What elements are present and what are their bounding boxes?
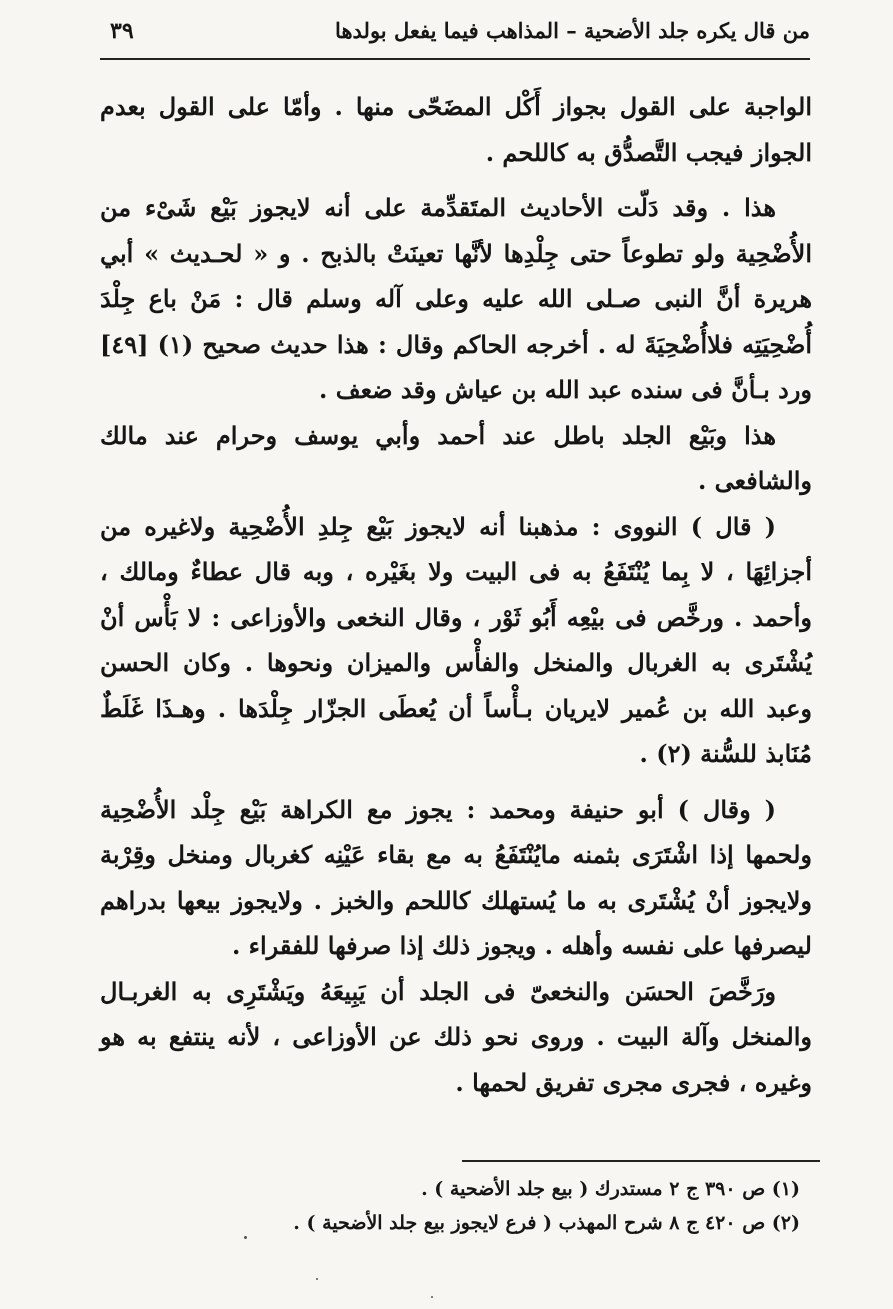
paragraph-1: الواجبة على القول بجواز أَكْل المضَحّى منها . وأمّا على القول بعدم الجواز فيجب التَّصدُّق به كاللحم . [100, 92, 812, 167]
paragraph-5: ( وقال ) أبو حنيفة ومحمد : يجوز مع الكراهة بَيْع جِلْد الأُضْحِية ولحمها إذا اشْتَرَى بثمنه مايُنْتَفَعُ به مع بقاء عَيْنِه كغربال ومنخل وقِرْبة ولايجوز أنْ يُشْتَرى به ما يُستهلك كاللحم والخبز . ولايجوز بيعها بدراهم ليصرفها على نفسه وأهله . ويجوز ذلك إذا صرفها للفقراء . [100, 794, 812, 960]
running-title: من قال يكره جلد الأضحية – المذاهب فيما يفعل بولدها [335, 18, 810, 43]
footnote-1: (١) ص ٣٩٠ ج ٢ مستدرك ( بيع جلد الأضحية ) . [421, 1178, 800, 1200]
scan-speck [316, 1278, 318, 1280]
page-number: ٣٩ [110, 18, 134, 44]
paragraph-2: هذا . وقد دَلّت الأحاديث المتَقدِّمة على أنه لايجوز بَيْع شَىْء من الأُضْحِية ولو تطوعاً حتى جِلْدِها لأنَّها تعينَتْ بالذبح . و « لحـديث » أبي هريرة أنَّ النبى صـلى الله عليه وعلى آله وسلم قال : مَنْ باع جِلْدَ أُضْحِيَتِه فلاأُضْحِيَةَ له . أخرجه الحاكم وقال : هذا حديث صحيح (١) [٤٩] ورد بـأنَّ فى سنده عبد الله بن عياش وقد ضعف . [100, 193, 812, 404]
header-rule [100, 58, 810, 60]
paragraph-6: ورَخَّصَ الحسَن والنخعىّ فى الجلد أن يَبِيعَهُ ويَشْتَرِى به الغربـال والمنخل وآلة البيت . وروى نحو ذلك عن الأوزاعى ، لأنه ينتفع به هو وغيره ، فجرى مجرى تفريق لحمها . [100, 976, 812, 1097]
paragraph-3: هذا وبَيْع الجلد باطل عند أحمد وأبي يوسف وحرام عند مالك والشافعى . [100, 420, 812, 495]
footnotes [180, 1172, 800, 1240]
page-header [100, 14, 810, 60]
footnote-2: (٢) ص ٤٢٠ ج ٨ شرح المهذب ( فرع لايجوز بيع جلد الأضحية ) . [293, 1212, 800, 1234]
paragraph-4: ( قال ) النووى : مذهبنا أنه لايجوز بَيْع جِلدِ الأُضْحِية ولاغيره من أجزائِهَا ، لا بِما يُنْتَفَعُ به فى البيت ولا بغَيْره ، وبه قال عطاءٌ ومالك ، وأحمد . ورخَّص فى بيْعِه أَبُو ثَوْر ، وقال النخعى والأوزاعى : لا بَأْس أنْ يُشْتَرى به الغربال والمنخل والفأْس والميزان ونحوها . وكان الحسن وعبد الله بن عُمير لايريان بـأْساً أن يُعطَى الجزّار جِلْدَها . وهـذَا غَلَطٌ مُنَابذ للسُّنة (٢) . [100, 511, 812, 768]
scan-speck [431, 1296, 433, 1298]
main-text [100, 84, 812, 1105]
scan-speck [244, 1236, 247, 1239]
footnote-rule [462, 1160, 820, 1162]
